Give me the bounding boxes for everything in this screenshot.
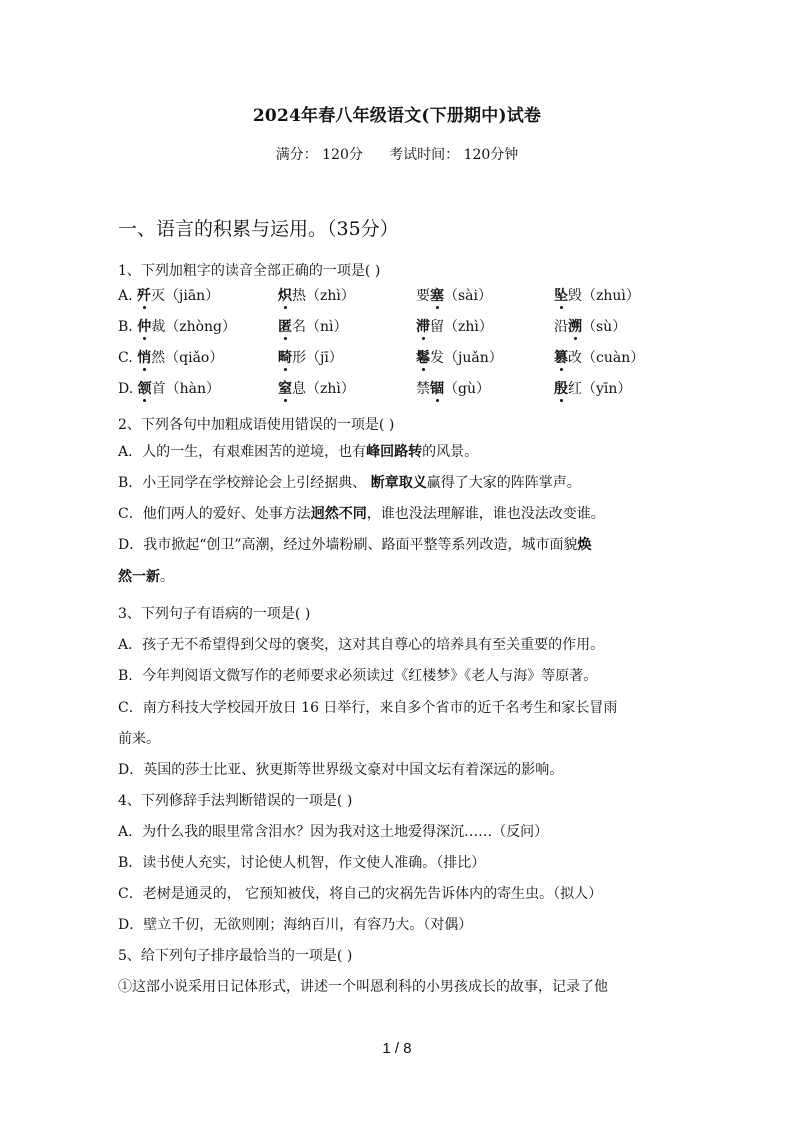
q4-option-b: B．读书使人充实，讨论使人机智，作文使人准确。（排比） — [118, 855, 486, 871]
option-cell: B. 仲裁（zhòng） — [118, 319, 237, 335]
q3-option-a: A．孩子无不希望得到父母的褒奖，这对其自尊心的培养具有至关重要的作用。 — [118, 637, 605, 653]
q4-option-c: C．老树是通灵的， 它预知被伐，将自己的灾祸先告诉体内的寄生虫。（拟人） — [118, 886, 603, 902]
option-cell: 滞留（zhì） — [416, 319, 493, 335]
q3-option-c-cont: 前来。 — [118, 731, 160, 747]
option-cell: C. 悄然（qiǎo） — [118, 350, 224, 366]
q4-stem: 4、下列修辞手法判断错误的一项是( ) — [118, 793, 353, 809]
option-cell: 篡改（cuàn） — [554, 350, 645, 366]
q3-option-c: C．南方科技大学校园开放日 16 日举行，来自多个省市的近千名考生和家长冒雨 — [118, 700, 618, 716]
q2-option-b: B．小王同学在学校辩论会上引经据典、 断章取义赢得了大家的阵阵掌声。 — [118, 475, 581, 491]
q1-option-a — [118, 285, 678, 307]
option-cell: 炽热（zhì） — [278, 288, 355, 304]
section-heading-1: 一、语言的积累与运用。（35分） — [118, 218, 399, 240]
q2-stem: 2、下列各句中加粗成语使用错误的一项是( ) — [118, 417, 395, 433]
option-cell: 要塞（sài） — [416, 288, 493, 304]
q5-sentence-1: ①这部小说采用日记体形式，讲述一个叫恩利科的小男孩成长的故事，记录了他 — [118, 979, 608, 995]
q2-option-d-cont: 然一新。 — [118, 569, 174, 585]
q2-option-a: A．人的一生，有艰难困苦的逆境，也有峰回路转的风景。 — [118, 444, 479, 460]
q2-option-c: C．他们两人的爱好、处事方法迥然不同，谁也没法理解谁，谁也没法改变谁。 — [118, 506, 605, 522]
option-cell: 畸形（jī） — [278, 350, 343, 366]
option-cell: 窒息（zhì） — [278, 381, 355, 397]
option-cell: 沿溯（sù） — [554, 319, 627, 335]
q5-stem: 5、给下列句子排序最恰当的一项是( ) — [118, 948, 353, 964]
q1-option-b — [118, 316, 678, 338]
full-score: 满分： 120分 — [275, 147, 363, 163]
q3-stem: 3、下列句子有语病的一项是( ) — [118, 606, 311, 622]
option-cell: 殷红（yīn） — [554, 381, 632, 397]
q4-option-a: A．为什么我的眼里常含泪水？因为我对这土地爱得深沉……（反问） — [118, 824, 549, 840]
option-cell: 匿名（nì） — [278, 319, 348, 335]
option-cell: A. 歼灭（jiān） — [118, 288, 220, 304]
option-cell: 坠毁（zhuì） — [554, 288, 640, 304]
option-cell: D. 颔首（hàn） — [118, 381, 221, 397]
exam-meta — [0, 144, 794, 164]
q3-option-b: B．今年判阅语文微写作的老师要求必须读过《红楼梦》《老人与海》等原著。 — [118, 668, 598, 684]
exam-time: 考试时间： 120分钟 — [389, 147, 519, 163]
option-cell: 鬈发（juǎn） — [416, 350, 503, 366]
page-separator: / — [390, 1040, 404, 1057]
q4-option-d: D．壁立千仞，无欲则刚；海纳百川，有容乃大。（对偶） — [118, 917, 473, 933]
page-number — [0, 1040, 794, 1057]
q3-option-d: D．英国的莎士比亚、狄更斯等世界级文豪对中国文坛有着深远的影响。 — [118, 762, 564, 778]
option-cell: 禁锢（gù） — [416, 381, 490, 397]
page-total: 8 — [403, 1040, 412, 1057]
q1-option-c — [118, 347, 678, 369]
exam-title: 2024年春八年级语文(下册期中)试卷 — [252, 106, 542, 126]
page-current: 1 — [382, 1040, 391, 1057]
q2-option-d: D．我市掀起“创卫”高潮，经过外墙粉刷、路面平整等系列改造，城市面貌焕 — [118, 537, 592, 553]
q1-stem: 1、下列加粗字的读音全部正确的一项是( ) — [118, 263, 381, 279]
q1-option-d — [118, 378, 678, 400]
